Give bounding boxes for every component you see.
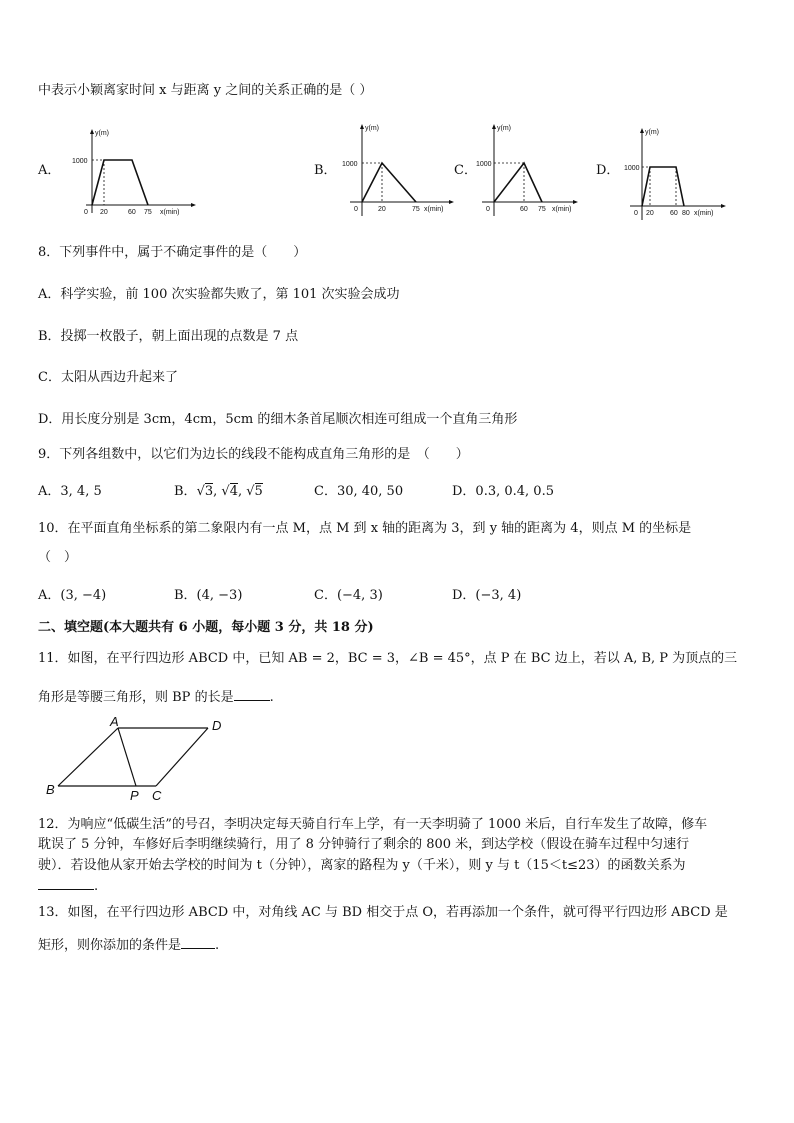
q13-line2-end: . xyxy=(215,938,220,953)
sqrt-icon: √ xyxy=(196,484,205,499)
section-heading: 二、填空题(本大题共有 6 小题，每小题 3 分，共 18 分) xyxy=(38,620,374,635)
q11-line1: 11．如图，在平行四边形 ABCD 中，已知 AB = 2，BC = 3，∠B = 45°，点 P 在 BC 边上，若以 A, B, P 为顶点的三 xyxy=(38,651,738,666)
point-p-label: P xyxy=(130,788,139,803)
q9-b-radicand: 3 xyxy=(204,484,214,499)
q7-b-yvalue: 1000 xyxy=(342,161,358,168)
q9-option-b-label: B． xyxy=(174,484,197,499)
q7-c-origin: 0 xyxy=(486,206,490,213)
sqrt-icon: √ xyxy=(221,484,230,499)
q7-graph-d xyxy=(618,124,728,224)
q8-stem: 8．下列事件中，属于不确定事件的是（ ） xyxy=(38,245,307,260)
q9-stem: 9．下列各组数中，以它们为边长的线段不能构成直角三角形的是 （ ） xyxy=(38,447,469,462)
q11-line2-text: 角形是等腰三角形，则 BP 的长是 xyxy=(38,690,234,705)
q10-option-b: B．(4, −3) xyxy=(174,588,243,603)
q10-option-d: D．(−3, 4) xyxy=(452,588,522,603)
q7-option-b-label: B． xyxy=(314,163,337,178)
q7-b-origin: 0 xyxy=(354,206,358,213)
q13-line2-text: 矩形，则你添加的条件是 xyxy=(38,938,182,953)
q12-line2: 耽误了 5 分钟，车修好后李明继续骑行，用了 8 分钟骑行了剩余的 800 米，到达学校（假设在骑车过程中匀速行 xyxy=(38,837,690,852)
point-d-label: D xyxy=(212,718,222,733)
q7-d-xtick: 60 xyxy=(670,210,678,217)
q9-b-radicand: 5 xyxy=(254,484,263,499)
q7-d-yaxis-label: y(m) xyxy=(645,129,659,136)
q10-stem-line2: （ ） xyxy=(38,550,78,565)
q8-option-d: D．用长度分别是 3cm，4cm，5cm 的细木条首尾顺次相连可组成一个直角三角形 xyxy=(38,412,518,427)
q7-option-d-label: D． xyxy=(596,163,620,178)
q7-option-c-label: C． xyxy=(454,163,477,178)
q7-a-xtick: 20 xyxy=(100,209,108,216)
q9-option-d: D．0.3, 0.4, 0.5 xyxy=(452,484,554,499)
q7-graph-c xyxy=(470,120,580,220)
q11-parallelogram-figure xyxy=(40,714,240,804)
point-c-label: C xyxy=(152,788,162,803)
q7-stem: 中表示小颖离家时间 x 与距离 y 之间的关系正确的是（ ） xyxy=(38,83,373,98)
q8-option-a: A．科学实验，前 100 次实验都失败了，第 101 次实验会成功 xyxy=(38,287,400,302)
q7-d-xaxis-label: x(min) xyxy=(694,210,714,217)
q7-a-origin: 0 xyxy=(84,209,88,216)
q7-c-xaxis-label: x(min) xyxy=(552,206,572,213)
q10-option-a: A．(3, −4) xyxy=(38,588,107,603)
point-a-label: A xyxy=(110,714,119,729)
q7-b-xtick: 20 xyxy=(378,206,386,213)
q7-d-yvalue: 1000 xyxy=(624,165,640,172)
q11-line2 xyxy=(38,688,274,707)
sqrt-icon: √ xyxy=(246,484,255,499)
q7-a-xaxis-label: x(min) xyxy=(160,209,180,216)
q12-line3: 驶）．若设他从家开始去学校的时间为 t（分钟），离家的路程为 y（千米），则 y 与 t（15＜t≤23）的函数关系为 xyxy=(38,858,686,873)
q11-line2-end: . xyxy=(269,690,274,705)
q9-option-a: A．3, 4, 5 xyxy=(38,484,102,499)
answer-blank[interactable] xyxy=(38,877,94,890)
q8-option-b: B．投掷一枚骰子，朝上面出现的点数是 7 点 xyxy=(38,329,299,344)
q7-a-yaxis-label: y(m) xyxy=(95,130,109,137)
q13-line1: 13．如图，在平行四边形 ABCD 中，对角线 AC 与 BD 相交于点 O，若再添加一个条件，就可得平行四边形 ABCD 是 xyxy=(38,905,728,920)
q12-line4-end: . xyxy=(94,879,99,894)
q7-option-a-label: A． xyxy=(38,163,61,178)
point-b-label: B xyxy=(46,782,55,797)
q7-a-xtick: 60 xyxy=(128,209,136,216)
q9-option-c: C．30, 40, 50 xyxy=(314,484,404,499)
q10-option-c: C．(−4, 3) xyxy=(314,588,383,603)
q7-d-xtick: 20 xyxy=(646,210,654,217)
q7-d-xtick: 80 xyxy=(682,210,690,217)
q10-stem-line1: 10．在平面直角坐标系的第二象限内有一点 M，点 M 到 x 轴的距离为 3，到 y 轴的距离为 4，则点 M 的坐标是 xyxy=(38,521,692,536)
q7-graph-b xyxy=(336,120,456,220)
q7-b-yaxis-label: y(m) xyxy=(365,125,379,132)
q7-a-yvalue: 1000 xyxy=(72,158,88,165)
q7-c-xtick: 75 xyxy=(538,206,546,213)
q7-b-xaxis-label: x(min) xyxy=(424,206,444,213)
q8-option-c: C．太阳从西边升起来了 xyxy=(38,370,178,385)
q9-option-b: B．√3, √4, √5 xyxy=(174,484,263,499)
answer-blank[interactable] xyxy=(181,936,215,949)
q7-c-xtick: 60 xyxy=(520,206,528,213)
q7-a-xtick: 75 xyxy=(144,209,152,216)
q12-line1: 12．为响应“低碳生活”的号召，李明决定每天骑自行车上学，有一天李明骑了 1000 米后，自行车发生了故障，修车 xyxy=(38,817,708,832)
q13-line2 xyxy=(38,936,219,955)
q7-c-yvalue: 1000 xyxy=(476,161,492,168)
q7-d-origin: 0 xyxy=(634,210,638,217)
q7-c-yaxis-label: y(m) xyxy=(497,125,511,132)
q7-graph-a xyxy=(68,125,198,225)
answer-blank[interactable] xyxy=(234,688,270,701)
q12-line4 xyxy=(38,877,98,896)
q7-b-xtick: 75 xyxy=(412,206,420,213)
q9-b-radicand: 4 xyxy=(229,484,238,499)
